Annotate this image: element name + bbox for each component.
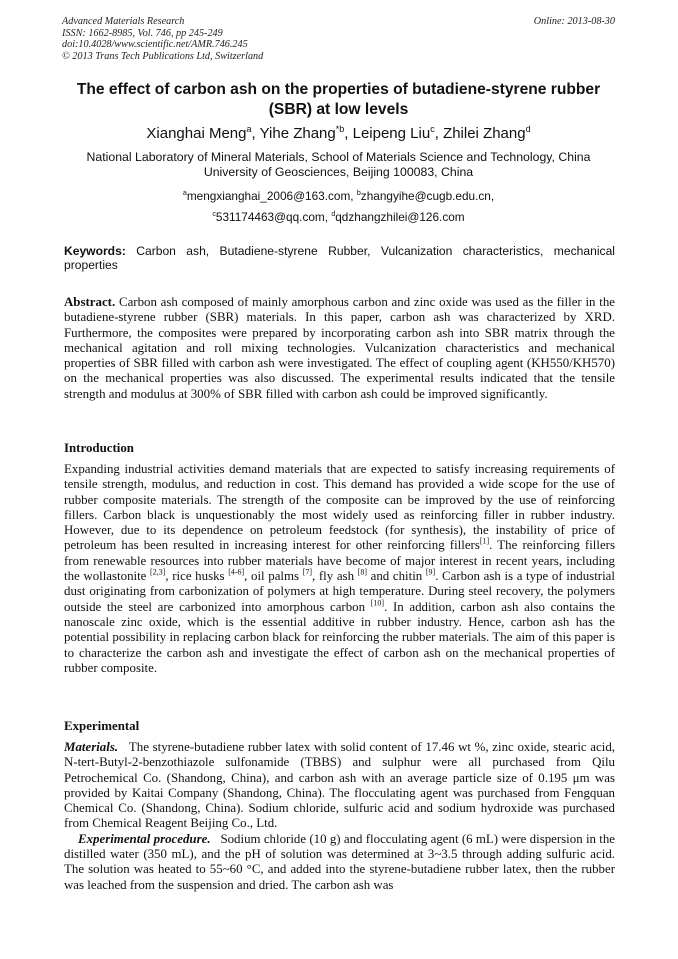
citation[interactable]: [1] (479, 537, 490, 547)
intro-text: , rice husks (165, 569, 225, 584)
experimental-section (64, 740, 615, 893)
citation[interactable]: [10] (370, 598, 385, 608)
journal-header (62, 16, 615, 62)
author-emails (62, 186, 615, 227)
author-mark: *b (335, 124, 345, 134)
section-heading-introduction: Introduction (64, 441, 134, 455)
email-link[interactable]: qdzhangzhilei@126.com (335, 209, 465, 224)
journal-copyright: © 2013 Trans Tech Publications Ltd, Switzerland (62, 50, 264, 62)
intro-text: . In addition, carbon ash also contains the nanoscale zinc oxide, which is the essential additive in rubber industry. Hence, carbon ash has the potential possibility in replacing carbon black for reinforcing the rubber materials. The aim of this paper is to characterize the carbon ash and investigate the effect of carbon ash on the mechanical properties of rubber composite. (64, 599, 615, 675)
email-mark: d (331, 209, 336, 218)
abstract-label: Abstract. (64, 295, 116, 309)
journal-doi: doi:10.4028/www.scientific.net/AMR.746.245 (62, 39, 248, 51)
author-mark: a (246, 124, 252, 134)
author-list: Xianghai Meng$^a$, Yihe Zhang$^{*b}$, Leipeng Liu$^c$, Zhilei Zhang$^d$ (146, 124, 531, 142)
introduction-paragraph (64, 462, 615, 676)
affiliation: National Laboratory of Mineral Materials, School of Materials Science and Technology, China University of Geosciences, Beijing 100083, China (86, 150, 591, 179)
email-mark: c (212, 209, 216, 218)
intro-text: . The reinforcing fillers from renewable resources into rubber materials have become of major interest in recent years, including the wollastonite (64, 538, 615, 584)
email-mark: a (182, 189, 187, 198)
online-date: Online: 2013-08-30 (533, 16, 615, 27)
journal-name: Advanced Materials Research (62, 16, 185, 27)
author-name: Zhilei Zhang (443, 125, 526, 142)
citation[interactable]: [4-6] (228, 567, 245, 577)
intro-text: Expanding industrial activities demand materials that are expected to satisfy increasing requirements of tensile strength, modulus, and reduction in cost. This demand has provided a wide scope for the use of rubber composite materials. The strength of the composite can be improved by the use of reinforcing fillers. Carbon black is unquestionably the most widely used as reinforcing filler in rubber industry. However, due to its dependence on petroleum feedstock (for synthesis), the instability of price of petroleum has been resulted in increasing interest for other reinforcing fillers (64, 462, 615, 553)
procedure-label: Experimental procedure. (78, 831, 211, 846)
procedure-text: Sodium chloride (10 g) and flocculating agent (6 mL) were dispersion in the distilled water (350 mL), and the pH of solution was determined at 3~3.5 through adding sulfuric acid. The solution was heated to 55~60 °C, and added into the styrene-butadiene rubber latex, then the rubber was leached from the suspension and dried. The carbon ash was (64, 831, 616, 892)
email-link[interactable]: mengxianghai_2006@163.com, (186, 189, 354, 203)
citation[interactable]: [7] (302, 567, 313, 577)
keywords-label: Keywords: (64, 244, 126, 258)
author-name: Leipeng Liu (352, 125, 431, 142)
email-link[interactable]: zhangyihe@cugb.edu.cn, (360, 189, 495, 203)
journal-issn: ISSN: 1662-8985, Vol. 746, pp 245-249 (62, 27, 223, 39)
abstract-text: Carbon ash composed of mainly amorphous carbon and zinc oxide was used as the filler in the butadiene-styrene rubber (SBR) materials. In this paper, carbon ash was characterized by XRD. Furthermore, the composites were prepared by incorporating carbon ash into SBR matrix through the mechanical agitation and roll mixing technologies. Vulcanization characteristics and mechanical properties of SBR filled with carbon ash were investigated. The effect of coupling agent (KH550/KH570) on the mechanical properties was also discussed. The experimental results indicated that the tensile strength and modulus at 300% of SBR filled with carbon ash could be improved significantly. (64, 295, 615, 401)
author-name: Yihe Zhang (259, 125, 336, 142)
materials-paragraph (64, 740, 615, 832)
citation[interactable]: [2,3] (150, 567, 166, 577)
author-mark: c (430, 124, 435, 134)
citation[interactable]: [8] (357, 567, 367, 577)
materials-text: The styrene-butadiene rubber latex with solid content of 17.46 wt %, zinc oxide, stearic acid, N-tert-Butyl-2-benzothiazole sulfonamide (TBBS) and sulphur were all purchased from Qilu Petrochemical Co. (Shandong, China), and carbon ash with an average particle size of 0.195 μm was provided by Kaitai Company (Shandong, China). The flocculating agent was purchased from Fengquan Chemical Co. (Shandong, China). Sodium chloride, sulfuric acid and sodium hydroxide was purchased from Chemical Reagent Beijing Co., Ltd. (64, 740, 616, 831)
keywords-text: Carbon ash, Butadiene-styrene Rubber, Vulcanization characteristics, mechanical properties (64, 244, 615, 273)
intro-text: . Carbon ash is a type of industrial dust originating from carbonization of polymers at high temperature. During steel recovery, the polymers outside the steel are carbonized into amorphous carbon (64, 569, 615, 614)
procedure-paragraph (64, 832, 615, 893)
email-link[interactable]: 531174463@qq.com, (215, 209, 329, 224)
intro-text: and chitin (370, 569, 423, 584)
abstract (64, 295, 615, 402)
keywords (64, 244, 615, 273)
citation[interactable]: [9] (425, 567, 436, 577)
intro-text: , oil palms (244, 569, 300, 584)
section-heading-experimental: Experimental (64, 719, 140, 733)
materials-label: Materials. (64, 740, 119, 754)
email-mark: b (356, 189, 361, 198)
author-mark: d (525, 124, 531, 134)
paper-title: The effect of carbon ash on the properties of butadiene-styrene rubber (SBR) at low levels (76, 81, 601, 118)
intro-text: , fly ash (312, 569, 355, 584)
author-name: Xianghai Meng (146, 125, 247, 142)
